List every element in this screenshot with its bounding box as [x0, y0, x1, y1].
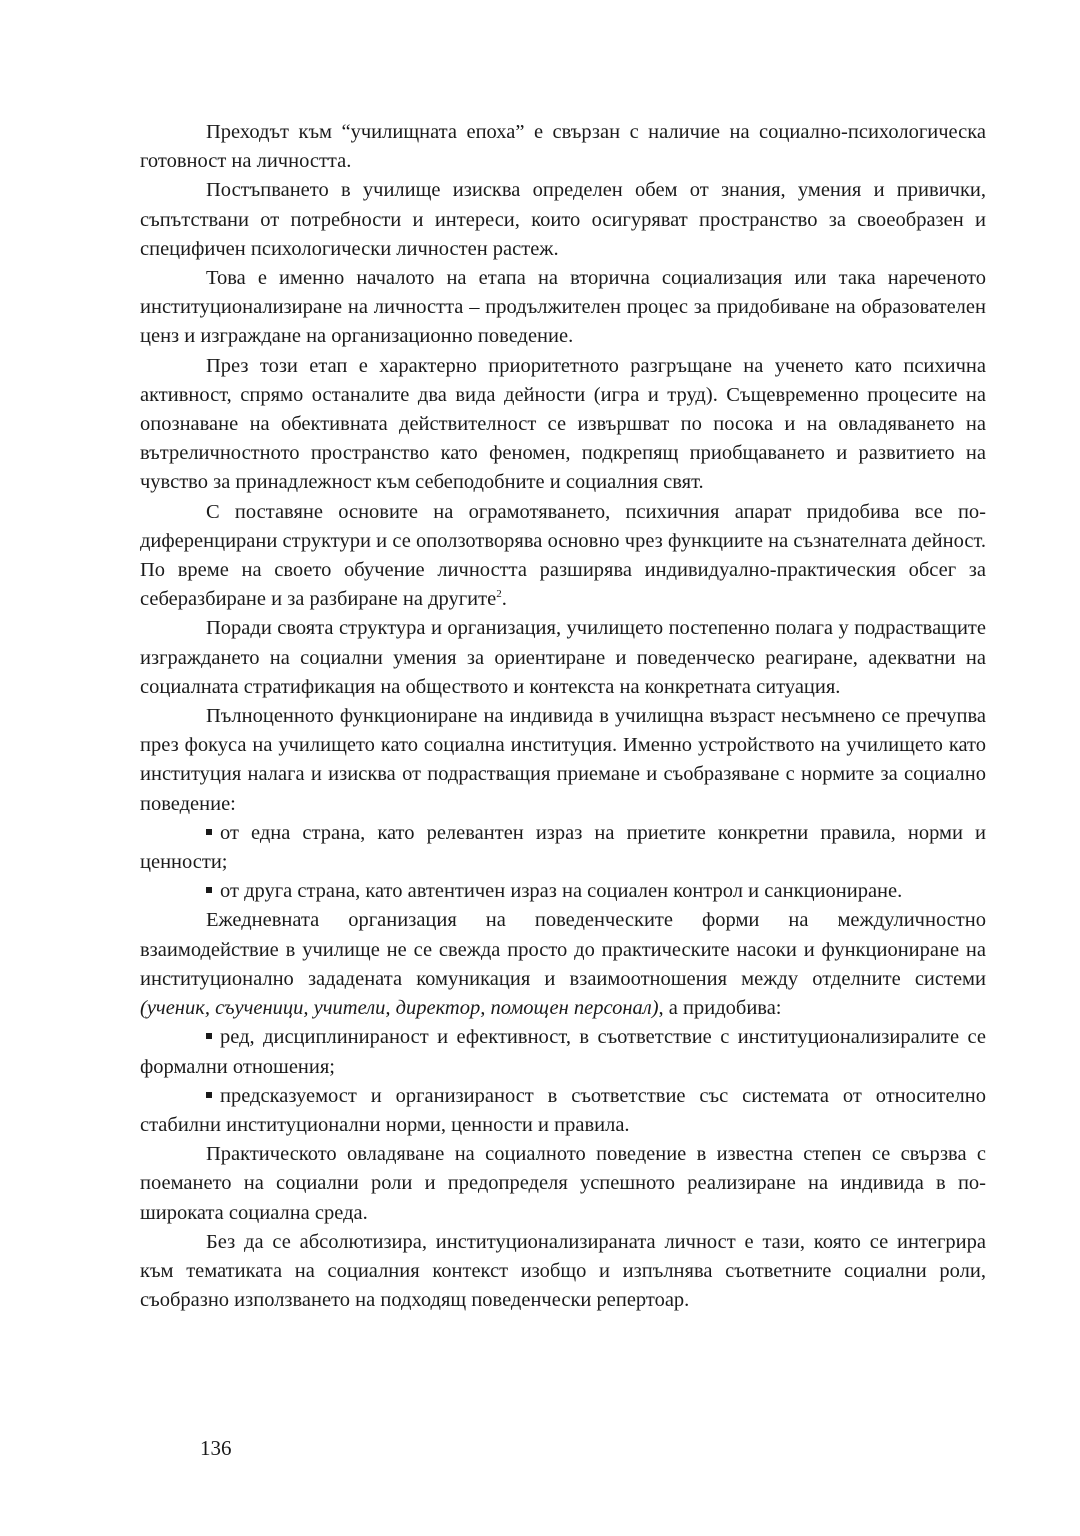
- paragraph-3: Това е именно началото на етапа на вторична социализация или така нареченото институционализиране на личността – продължителен процес за придобиване на образователен ценз и изграждане на организационно поведение.: [140, 267, 986, 348]
- bullet-item-2-text: от друга страна, като автентичен израз на социален контрол и санкциониране.: [220, 880, 903, 903]
- paragraph-5: [140, 498, 986, 615]
- bullet-item-4-text: предсказуемост и организираност в съответствие със системата от относително стабилни институционални норми, ценности и правила.: [140, 1084, 986, 1136]
- paragraph-8-italic: (ученик, съученици, учители, директор, помощен персонал): [140, 997, 659, 1020]
- paragraph-1: Преходът към “училищната епоха” е свързан с наличие на социално-психологическа готовност на личността.: [140, 121, 986, 173]
- page-body: [140, 118, 986, 1315]
- square-bullet-icon: [206, 1092, 212, 1098]
- paragraph-8: [140, 906, 986, 1023]
- square-bullet-icon: [206, 1033, 212, 1039]
- paragraph-8-end: , а придобива:: [658, 997, 782, 1020]
- paragraph-4: През този етап е характерно приоритетното разгръщане на ученето като психична активност, спрямо останалите два вида дейности (игра и труд). Същевременно процесите на опознаване на обективната действителност се извършват по посока и на овладяването на вътреличностното пространство като феномен, подкрепящ приобщаването и развитието на чувство за принадлежност към себеподобните и социалния свят.: [140, 354, 986, 494]
- paragraph-5-text: С поставяне основите на ограмотяването, психичния апарат придобива все по-диференцирани структури и се оползотворява основно чрез функциите на съзнателната дейност. По време на своето обучение личността разширява индивидуално-практическия обсег за себеразбиране и за разбиране на другите: [140, 500, 986, 611]
- paragraph-6: Поради своята структура и организация, училището постепенно полага у подрастващите изграждането на социални умения за ориентиране и поведенческо реагиране, адекватни на социалната стратификация на обществото и контекста на конкретната ситуация.: [140, 617, 986, 698]
- footnote-marker: 2: [496, 588, 502, 601]
- bullet-item-4: [140, 1082, 986, 1140]
- bullet-item-3: [140, 1023, 986, 1081]
- bullet-item-2: [140, 877, 986, 906]
- square-bullet-icon: [206, 829, 212, 835]
- bullet-item-1-text: от една страна, като релевантен израз на приетите конкретни правила, норми и ценности;: [140, 821, 986, 874]
- paragraph-8-text: Ежедневната организация на поведенческите форми на междуличностно взаимодействие в училище не се свежда просто до практическите насоки и функциониране на институционално зададената комуникация и взаимоотношения между отделните системи: [140, 909, 986, 990]
- square-bullet-icon: [206, 887, 212, 893]
- bullet-item-3-text: ред, дисциплинираност и ефективност, в съответствие с институционализиралите се формални отношения;: [140, 1026, 986, 1078]
- bullet-item-1: [140, 819, 986, 877]
- paragraph-10: Без да се абсолютизира, институционализираната личност е тази, която се интегрира към тематиката на социалния контекст изобщо и изпълнява съответните социални роли, съобразно използването на подходящ поведенчески репертоар.: [140, 1230, 986, 1312]
- paragraph-5-end: .: [501, 588, 507, 611]
- paragraph-2: Постъпването в училище изисква определен обем от знания, умения и привички, съпътствани от потребности и интереси, които осигуряват пространство за своеобразен и специфичен психологически личностен растеж.: [140, 179, 986, 260]
- paragraph-7: Пълноценното функциониране на индивида в училищна възраст несъмнено се пречупва през фокуса на училището като социална институция. Именно устройството на училището като институция налага и изисква от подрастващия приемане и съобразяване с нормите за социално поведение:: [140, 705, 986, 815]
- page-number: 136: [200, 1436, 232, 1460]
- paragraph-9: Практическото овладяване на социалното поведение в известна степен се свързва с поемането на социални роли и предопределя успешното реализиране на индивида в по-широката социална среда.: [140, 1143, 986, 1224]
